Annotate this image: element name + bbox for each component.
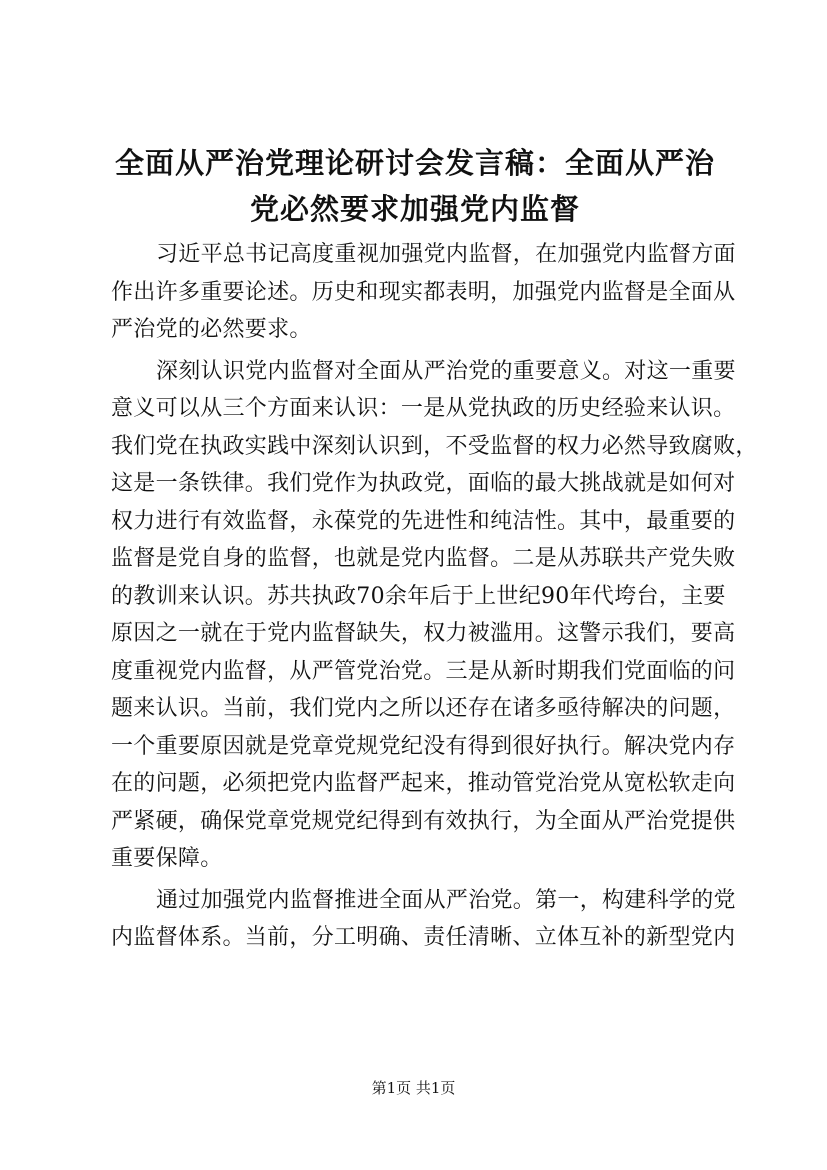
paragraph [111,353,758,878]
title-line: 全面从严治党理论研讨会发言稿：全面从严治 [114,146,715,180]
text-line: 原因之一就在于党内监督缺失，权力被滥用。这警示我们，要高 [111,621,736,646]
paragraph [111,236,736,349]
document-body [111,236,758,961]
text-line: 重要保障。 [111,846,223,871]
text-line: 我们党在执政实践中深刻认识到，不受监督的权力必然导致腐败， [111,433,758,459]
text-line: 一个重要原因就是党章党规党纪没有得到很好执行。解决党内存 [111,733,736,759]
text-line: 习近平总书记高度重视加强党内监督，在加强党内监督方面 [156,242,736,267]
document-title [100,140,730,232]
title-line: 党必然要求加强党内监督 [249,192,580,226]
text-line: 这是一条铁律。我们党作为执政党，面临的最大挑战就是如何对 [111,471,736,496]
text-line: 度重视党内监督，从严管党治党。三是从新时期我们党面临的问 [111,658,736,684]
text-line: 意义可以从三个方面来认识：一是从党执政的历史经验来认识。 [111,396,736,421]
paragraph [111,882,736,957]
text-line: 作出许多重要论述。历史和现实都表明，加强党内监督是全面从 [111,279,736,305]
text-line: 监督是党自身的监督，也就是党内监督。二是从苏联共产党失败 [111,546,736,571]
text-line: 通过加强党内监督推进全面从严治党。第一，构建科学的党 [156,887,736,913]
page-footer: 第1页 共1页 [371,1079,456,1097]
text-line: 权力进行有效监督，永葆党的先进性和纯洁性。其中，最重要的 [111,508,736,534]
text-line: 内监督体系。当前，分工明确、责任清晰、立体互补的新型党内 [111,925,736,950]
text-line: 题来认识。当前，我们党内之所以还存在诸多亟待解决的问题， [111,696,736,721]
text-line: 严紧硬，确保党章党规党纪得到有效执行，为全面从严治党提供 [111,808,736,834]
text-line: 深刻认识党内监督对全面从严治党的重要意义。对这一重要 [156,358,736,384]
text-line: 严治党的必然要求。 [111,317,312,342]
text-line: 的教训来认识。苏共执政70余年后于上世纪90年代垮台，主要 [111,583,726,609]
text-line: 在的问题，必须把党内监督严起来，推动管党治党从宽松软走向 [111,771,736,796]
